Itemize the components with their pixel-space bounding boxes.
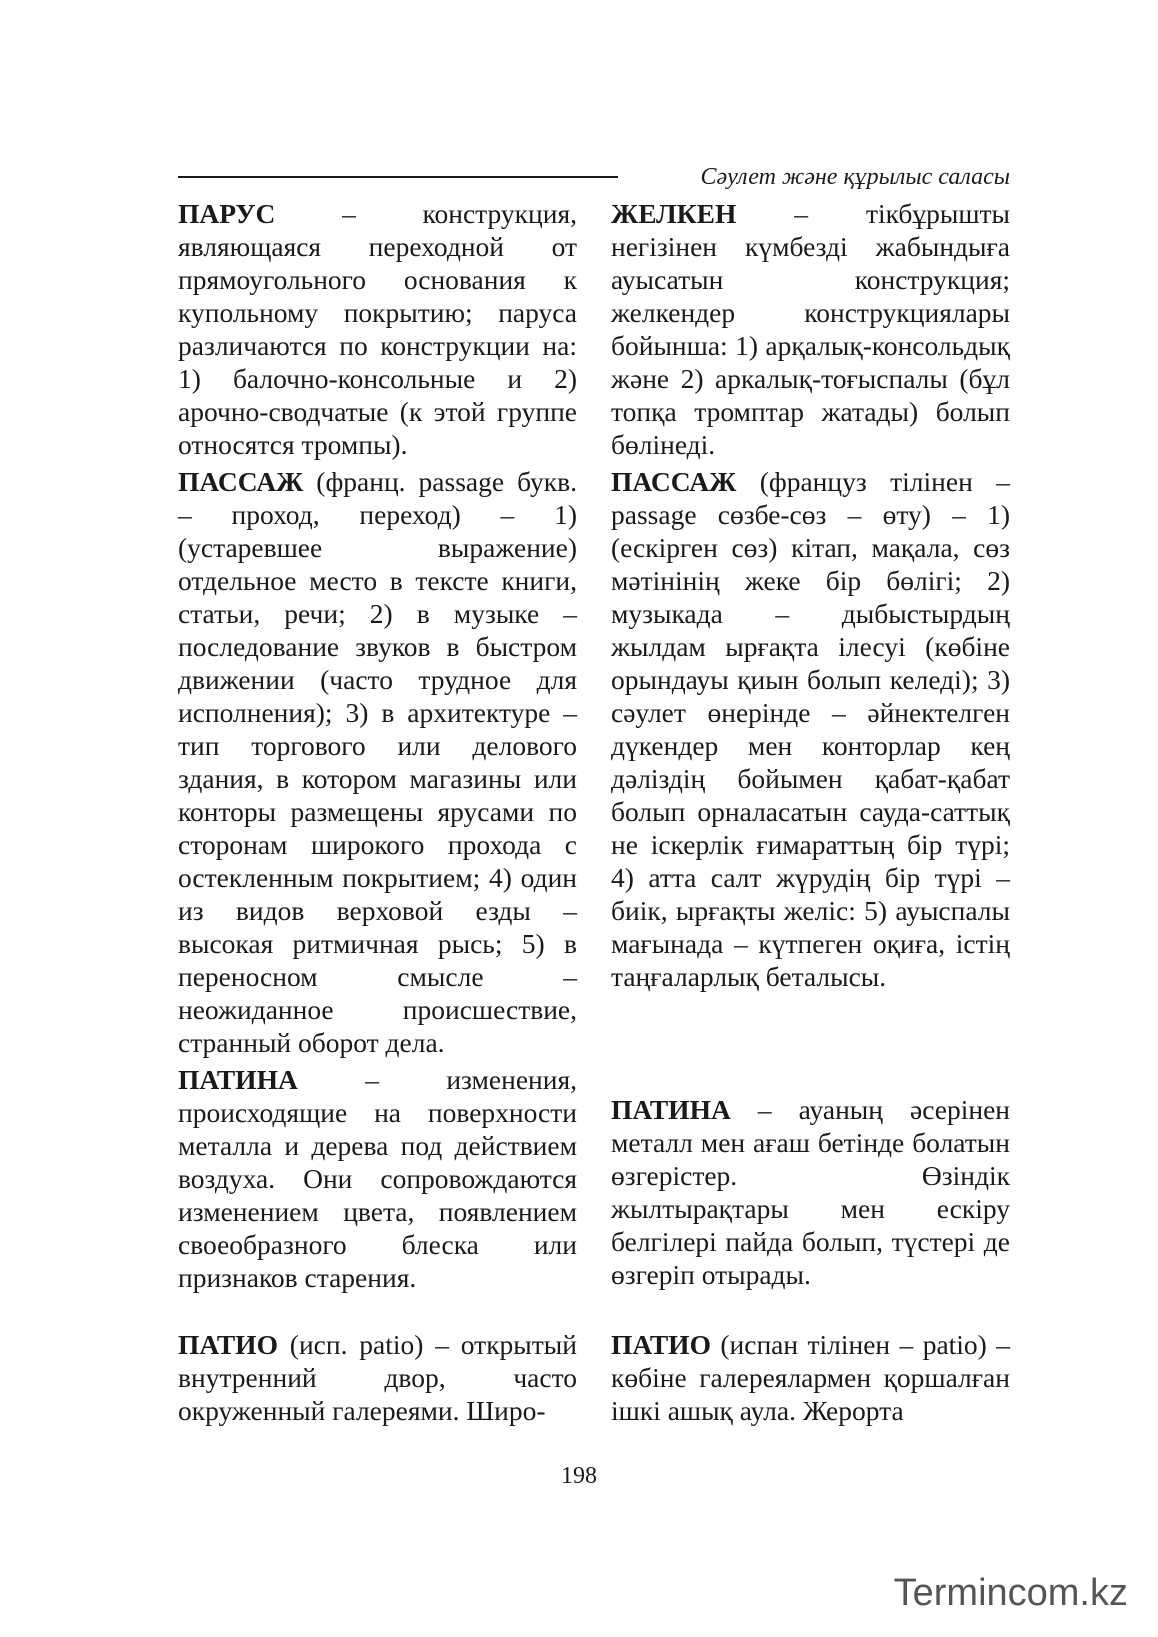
dictionary-entries: [178, 197, 1010, 1447]
entry-definition: (француз тілінен – passage сөзбе-сөз – өту) – 1) (ескірген сөз) кітап, мақала, сөз мәтінінің жеке бір бөлігі; 2) музыкада – дыбыстырдың жылдам ырғақта ілесуі (көбіне орындауы қиын болып келеді); 3) сәулет өнерінде – әйнектелген дүкендер мен конторлар кең дәліздің бойымен қабат-қабат болып орналасатын сауда-саттық не іскерлік ғимараттың бір түрі; 4) атта салт жүрудің бір түрі – биік, ырғақты желіс: 5) ауыспалы мағынада – күтпеген оқиға, істің таңғаларлық беталысы.: [611, 466, 1010, 992]
entry-row: [178, 1063, 1010, 1324]
running-title: Сәулет және құрылыс саласы: [700, 164, 1010, 190]
page-header: [178, 162, 1010, 192]
entry-term: ЖЕЛКЕН: [611, 198, 737, 229]
entry-term: ПАТИО: [611, 1329, 711, 1360]
entry-russian: [178, 197, 577, 461]
entry-definition: (испан тілінен – patio) – көбіне галереялармен қоршалған ішкі ашық аула. Жерорта: [611, 1329, 1010, 1426]
entry-russian: [178, 1063, 577, 1324]
entry-kazakh: [611, 1328, 1010, 1427]
entry-term: ПАТИО: [178, 1329, 278, 1360]
entry-definition: – конструкция, являющаяся переходной от прямоугольного основания к купольному покрытию; паруса различаются по конструкции на: 1) балочно-консольные и 2) арочно-сводчатые (к этой группе относятся тромпы).: [178, 198, 577, 460]
entry-russian: [178, 1328, 577, 1427]
entry-definition: (исп. patio) – открытый внутренний двор, часто окруженный галереями. Широ-: [178, 1329, 577, 1426]
entry-kazakh: [611, 197, 1010, 461]
entry-term: ПАССАЖ: [178, 466, 304, 497]
watermark-text: Termincom.kz: [893, 1572, 1128, 1614]
page-number: 198: [561, 1463, 597, 1489]
entry-row: [178, 1328, 1010, 1427]
header-rule: [178, 176, 618, 178]
entry-definition: – тікбұрышты негізінен күмбезді жабындыға ауысатын конструкция; желкендер конструкциялары бойынша: 1) арқалық-консольдық және 2) аркалық-тоғыспалы (бұл топқа тромптар жатады) болып бөлінеді.: [611, 198, 1010, 460]
entry-definition: – изменения, происходящие на поверхности металла и дерева под действием воздуха. Они сопровождаются изменением цвета, появлением своеобразного блеска или признаков старения.: [178, 1064, 577, 1293]
entry-kazakh: [611, 465, 1010, 1059]
entry-kazakh: [611, 1063, 1010, 1324]
entry-term: ПАРУС: [178, 198, 276, 229]
entry-definition: (франц. passage букв. – проход, переход) – 1) (устаревшее выражение) отдельное место в тексте книги, статьи, речи; 2) в музыке – последование звуков в быстром движении (часто трудное для исполнения); 3) в архитектуре – тип торгового или делового здания, в котором магазины или конторы размещены ярусами по сторонам широкого прохода с остекленным покрытием; 4) один из видов верховой езды – высокая ритмичная рысь; 5) в переносном смысле – неожиданное происшествие, странный оборот дела.: [178, 466, 577, 1058]
entry-term: ПАТИНА: [611, 1094, 731, 1125]
entry-term: ПАТИНА: [178, 1064, 298, 1095]
entry-term: ПАССАЖ: [611, 466, 737, 497]
entry-russian: [178, 465, 577, 1059]
entry-row: [178, 197, 1010, 461]
termincom-watermark-logo: [894, 1572, 1128, 1615]
entry-row: [178, 465, 1010, 1059]
entry-definition: – ауаның әсерінен металл мен ағаш бетінде болатын өзгерістер. Өзіндік жылтырақтары мен ескіру белгілері пайда болып, түстері де өзгеріп отырады.: [611, 1094, 1010, 1290]
